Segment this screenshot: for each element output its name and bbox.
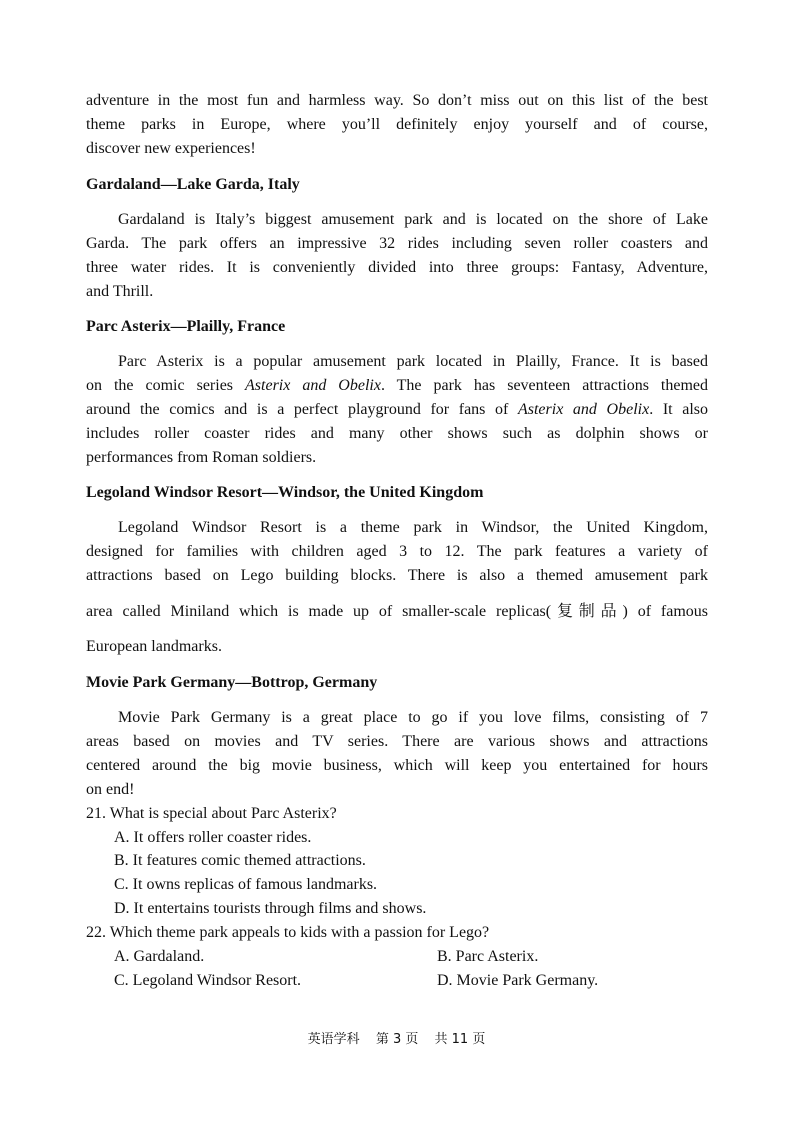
section-heading-asterix: Parc Asterix—Plailly, France [86,318,286,335]
paragraph-line: area called Miniland which is made up of smaller-scale replicas(复制品) of famous [86,603,708,620]
paragraph-line: performances from Roman soldiers. [86,449,317,466]
paragraph-line: areas based on movies and TV series. There are various shows and attractions [86,733,708,750]
question-22-option-a: A. Gardaland. [114,948,205,965]
paragraph-line: attractions based on Lego building blocks. There is also a themed amusement park [86,567,708,584]
book-title: Asterix and Obelix [245,377,381,394]
footer-total-pages: 共 11 页 [434,1032,486,1047]
section-heading-legoland: Legoland Windsor Resort—Windsor, the United Kingdom [86,484,484,501]
paragraph-line: Garda. The park offers an impressive 32 rides including seven roller coasters and [86,235,708,252]
text-run: . The park has seventeen attractions themed [380,377,709,394]
paragraph-line: Movie Park Germany is a great place to go if you love films, consisting of 7 [118,709,708,726]
intro-line: adventure in the most fun and harmless way. So don’t miss out on this list of the best [86,92,708,109]
paragraph-line: European landmarks. [86,638,222,655]
section-heading-moviepark: Movie Park Germany—Bottrop, Germany [86,674,378,691]
intro-line: discover new experiences! [86,140,256,157]
question-22-stem: 22. Which theme park appeals to kids with a passion for Lego? [86,924,490,941]
paragraph-line: Parc Asterix is a popular amusement park located in Plailly, France. It is based [118,353,708,370]
paragraph-line: includes roller coaster rides and many other shows such as dolphin shows or [86,425,708,442]
footer-subject: 英语学科 [307,1032,360,1047]
footer-page-number: 第 3 页 [375,1032,419,1047]
paragraph-line: three water rides. It is conveniently divided into three groups: Fantasy, Adventure, [86,259,708,276]
paragraph-line: Legoland Windsor Resort is a theme park in Windsor, the United Kingdom, [118,519,708,536]
question-21-stem: 21. What is special about Parc Asterix? [86,805,337,822]
paragraph-line: on end! [86,781,135,798]
paragraph-line [86,398,708,422]
text-run: around the comics and is a perfect playground for fans of [86,401,518,418]
page-footer [0,1028,793,1047]
paragraph-line [86,374,708,398]
text-run: on the comic series [86,377,246,394]
question-22-option-c: C. Legoland Windsor Resort. [114,972,302,989]
text-run: . It also [649,401,709,418]
question-21-option-d: D. It entertains tourists through films and shows. [114,900,427,917]
question-21-option-a: A. It offers roller coaster rides. [114,829,312,846]
paragraph-line: centered around the big movie business, which will keep you entertained for hours [86,757,708,774]
question-22-option-b: B. Parc Asterix. [437,948,539,965]
book-title: Asterix and Obelix [517,401,650,418]
paragraph-line: and Thrill. [86,283,154,300]
question-21-option-b: B. It features comic themed attractions. [114,852,366,869]
paragraph-line: designed for families with children aged 3 to 12. The park features a variety of [86,543,708,560]
question-22-option-d: D. Movie Park Germany. [437,972,599,989]
paragraph-line: Gardaland is Italy’s biggest amusement park and is located on the shore of Lake [118,211,708,228]
section-heading-gardaland: Gardaland—Lake Garda, Italy [86,176,300,193]
intro-line: theme parks in Europe, where you’ll definitely enjoy yourself and of course, [86,116,708,133]
question-21-option-c: C. It owns replicas of famous landmarks. [114,876,378,893]
